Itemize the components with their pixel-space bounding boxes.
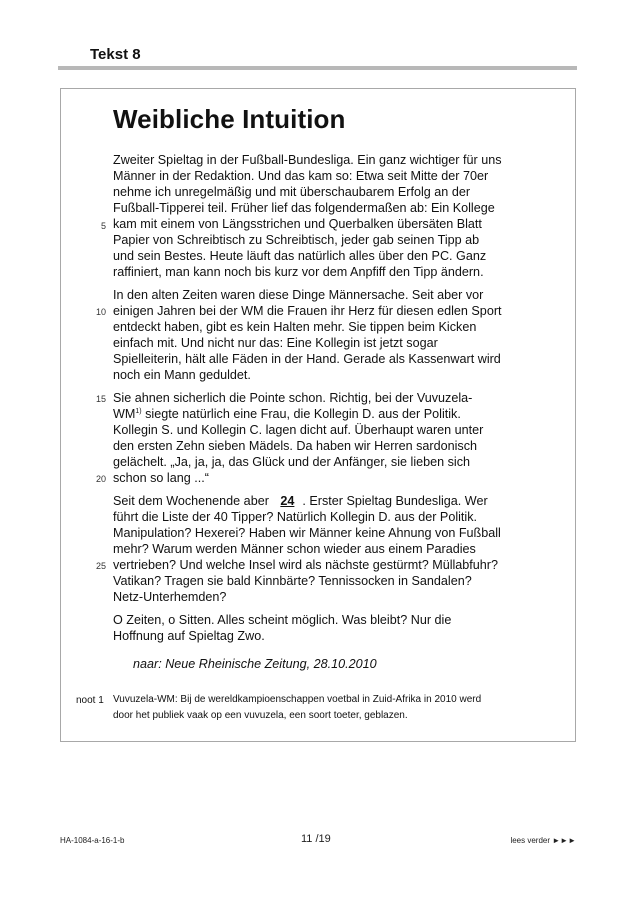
text-line: mehr? Warum werden Männer schon wieder aus einem Paradies	[113, 542, 476, 556]
text-line: gelächelt. „Ja, ja, ja, das Glück und der Anfänger, sie lieben sich	[113, 455, 471, 469]
text-line: einigen Jahren bei der WM die Frauen ihr Herz für diesen edlen Sport	[113, 304, 502, 318]
text-line: Hoffnung auf Spieltag Zwo.	[113, 629, 265, 643]
section-heading: Tekst 8	[90, 46, 141, 63]
text-segment: siegte natürlich eine Frau, die Kollegin D. aus der Politik.	[141, 407, 461, 421]
text-line: einfach mit. Und nicht nur das: Eine Kollegin ist jetzt sogar	[113, 336, 438, 350]
text-line: noch ein Mann geduldet.	[113, 368, 251, 382]
footnote-text: Vuvuzela-WM: Bij de wereldkampioenschappen voetbal in Zuid-Afrika in 2010 werd	[113, 694, 482, 705]
text-line: den ersten Zehn sieben Mädels. Da haben wir Herren sardonisch	[113, 439, 478, 453]
line-number: 5	[100, 221, 106, 231]
text-line: Zweiter Spieltag in der Fußball-Bundesliga. Ein ganz wichtiger für uns	[113, 153, 502, 167]
text-line: Fußball-Tipperei teil. Früher lief das folgendermaßen ab: Ein Kollege	[113, 201, 495, 215]
text-line: Spielleiterin, hält alle Fäden in der Hand. Gerade als Kassenwart wird	[113, 352, 501, 366]
text-line: entdeckt haben, gibt es kein Halten mehr. Sie tippen beim Kicken	[113, 320, 477, 334]
text-segment: WM	[113, 407, 136, 421]
line-number: 15	[95, 394, 106, 404]
line-number: 10	[95, 307, 106, 317]
text-line: vertrieben? Und welche Insel wird als nächste gestürmt? Müllabfuhr?	[113, 558, 499, 572]
text-line: und sein Bestes. Heute läuft das natürlich alles über den PC. Ganz	[113, 249, 487, 263]
continue-indicator: lees verder ►►►	[510, 836, 576, 845]
line-number: 20	[95, 474, 106, 484]
article-title: Weibliche Intuition	[113, 104, 346, 134]
header-rule	[58, 66, 577, 70]
text-line: Kollegin S. und Kollegin C. lagen dicht auf. Überhaupt waren unter	[113, 423, 484, 437]
text-line: O Zeiten, o Sitten. Alles scheint möglich. Was bleibt? Nur die	[113, 613, 452, 627]
text-line	[113, 406, 461, 422]
text-line: Sie ahnen sicherlich die Pointe schon. Richtig, bei der Vuvuzela-	[113, 391, 473, 405]
text-line: Manipulation? Hexerei? Haben wir Männer keine Ahnung von Fußball	[113, 526, 501, 540]
line-number: 25	[95, 561, 106, 571]
source-citation: naar: Neue Rheinische Zeitung, 28.10.2010	[133, 657, 377, 671]
footnote-text: door het publiek vaak op een vuvuzela, een soort toeter, geblazen.	[113, 710, 408, 721]
text-line: Papier von Schreibtisch zu Schreibtisch, jeder gab seinen Tipp ab	[113, 233, 480, 247]
answer-gap: 24	[280, 494, 295, 508]
text-line	[113, 493, 488, 509]
page-number: 11 /19	[301, 833, 331, 845]
text-segment: Seit dem Wochenende aber	[113, 494, 273, 508]
text-line: nehme ich unregelmäßig und mit überschaubarem Erfolg an der	[113, 185, 471, 199]
text-line: Männer in der Redaktion. Und das kam so: Etwa seit Mitte der 70er	[113, 169, 489, 183]
text-line: Netz-Unterhemden?	[113, 590, 227, 604]
text-segment: . Erster Spieltag Bundesliga. Wer	[302, 494, 488, 508]
text-line: schon so lang ...“	[113, 471, 209, 485]
exam-code: HA-1084-a-16-1-b	[60, 836, 125, 845]
text-line: In den alten Zeiten waren diese Dinge Männersache. Seit aber vor	[113, 288, 484, 302]
text-line: kam mit einem von Längsstrichen und Querbalken übersäten Blatt	[113, 217, 482, 231]
text-line: führt die Liste der 40 Tipper? Natürlich Kollegin D. aus der Politik.	[113, 510, 478, 524]
footnote-marker: 1)	[135, 408, 142, 415]
text-line: raffiniert, man kann noch bis kurz vor dem Anpfiff den Tipp ändern.	[113, 265, 484, 279]
footnote-label: noot 1	[76, 695, 104, 706]
text-line: Vatikan? Tragen sie bald Kinnbärte? Tennissocken in Sandalen?	[113, 574, 472, 588]
